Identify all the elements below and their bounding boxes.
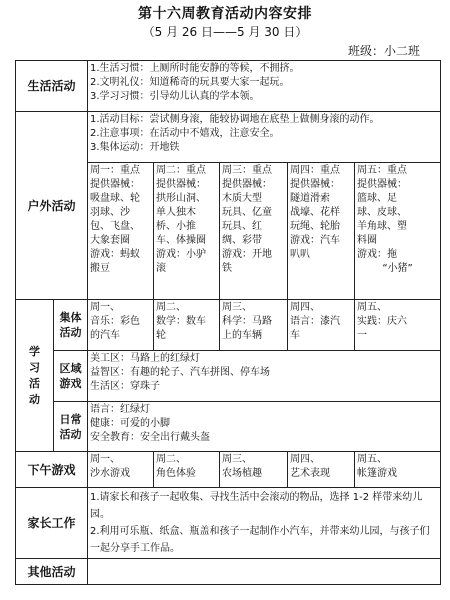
cell-line: 周五：重点 — [357, 165, 408, 176]
collective-day-wed — [220, 300, 288, 351]
cell-line: 玩具、亿童 — [222, 207, 273, 218]
cell-line: 游戏：汽车 — [290, 235, 341, 246]
collective-day-thu — [288, 300, 355, 351]
sublabel-line: 游戏 — [59, 377, 82, 390]
cell-line: 玩绳、轮胎 — [290, 221, 341, 232]
cell-line: 角色体验 — [156, 468, 197, 479]
cell-line: 的汽车 — [90, 330, 121, 341]
afternoon-day-wed — [220, 452, 288, 488]
cell-line: 周五、 — [357, 454, 388, 465]
outdoor-line: 3.集体运动：开地铁 — [90, 142, 180, 153]
afternoon-day-thu — [288, 452, 355, 488]
cell-line: 周四、 — [290, 454, 321, 465]
outdoor-label: 户外活动 — [16, 112, 88, 300]
cell-line: 铁 — [222, 263, 233, 274]
learning-label — [16, 300, 54, 452]
collective-day-mon — [88, 300, 154, 351]
outdoor-row — [16, 112, 441, 163]
cell-line: 提供器械： — [357, 179, 408, 190]
cell-line: 篮球、足 — [357, 193, 398, 204]
daily-content — [88, 402, 441, 452]
cell-line: 轮 — [156, 330, 167, 341]
outdoor-day-wed — [220, 163, 288, 300]
other-label: 其他活动 — [16, 559, 88, 585]
outdoor-day-mon — [88, 163, 154, 300]
daily-line: 语言：红绿灯 — [90, 404, 151, 415]
cell-line: 周一：重点 — [90, 165, 141, 176]
cell-line: 包、飞盘、 — [90, 221, 141, 232]
date-range: （5 月 26 日——5 月 30 日） — [142, 25, 308, 39]
sublabel-line: 活动 — [59, 326, 82, 339]
cell-line: 周二：重点 — [156, 165, 207, 176]
learning-label-char: 学 — [29, 344, 40, 358]
cell-line: 音乐：彩色 — [90, 316, 141, 327]
cell-line: 车、体操圈 — [156, 235, 207, 246]
afternoon-label: 下午游戏 — [16, 452, 88, 488]
cell-line: 拱形山洞、 — [156, 193, 207, 204]
area-line: 益智区：有趣的轮子、汽车拼图、停车场 — [90, 367, 271, 378]
collective-day-fri — [355, 300, 441, 351]
afternoon-day-fri — [355, 452, 441, 488]
afternoon-day-mon — [88, 452, 154, 488]
cell-line: 科学：马路 — [222, 316, 273, 327]
cell-line: 绸、彩带 — [222, 235, 263, 246]
sublabel-line: 活动 — [59, 427, 82, 441]
daily-line: 安全教育：安全出行戴头盔 — [90, 432, 211, 443]
cell-line: 球、皮球、 — [357, 207, 408, 218]
cell-line: 周二、 — [156, 302, 187, 313]
cell-line: 周四、 — [290, 302, 321, 313]
cell-line: 周四：重点 — [290, 165, 341, 176]
cell-line: 游戏：拖 — [357, 249, 398, 260]
outdoor-day-thu — [288, 163, 355, 300]
cell-line: 周三：重点 — [222, 165, 273, 176]
parent-row — [16, 488, 441, 559]
other-row — [16, 559, 441, 585]
cell-line: 周三、 — [222, 302, 253, 313]
parent-label: 家长工作 — [16, 488, 88, 559]
area-label — [54, 351, 88, 402]
collective-row — [16, 300, 441, 351]
sublabel-line: 日常 — [59, 412, 82, 426]
area-line: 美工区：马路上的红绿灯 — [90, 353, 201, 364]
daily-row — [16, 402, 441, 452]
cell-line: 单人独木 — [156, 207, 197, 218]
learning-label-char: 习 — [29, 360, 40, 374]
afternoon-day-tue — [154, 452, 220, 488]
other-content — [88, 559, 441, 585]
daily-label — [54, 402, 88, 452]
life-line: 1.生活习惯：上厕所时能安静的等候，不拥挤。 — [90, 63, 300, 74]
area-content — [88, 351, 441, 402]
collective-label — [54, 300, 88, 351]
cell-line: 游戏：蚂蚁 — [90, 249, 141, 260]
outdoor-line: 1.活动目标：尝试侧身滚，能较协调地在底垫上做侧身滚的动作。 — [90, 114, 380, 125]
life-line: 3.学习习惯：引导幼儿认真的学本领。 — [90, 91, 260, 102]
cell-line: 周二、 — [156, 454, 187, 465]
cell-line: 叭叭 — [290, 249, 311, 260]
area-line: 生活区：穿珠子 — [90, 381, 161, 392]
learning-label-char: 动 — [29, 392, 40, 406]
cell-line: 木质大型 — [222, 193, 263, 204]
cell-line: 提供器械： — [290, 179, 341, 190]
cell-line: 实践：庆六 — [357, 316, 408, 327]
afternoon-row — [16, 452, 441, 488]
cell-line: 周三、 — [222, 454, 253, 465]
cell-line: 沙水游戏 — [90, 468, 131, 479]
cell-line: 周五、 — [357, 302, 388, 313]
cell-line: 游戏：开地 — [222, 249, 273, 260]
outdoor-content — [88, 112, 441, 163]
cell-line: 玩具、红 — [222, 221, 263, 232]
cell-line: 农场植趣 — [222, 468, 263, 479]
cell-line: 语言：漆汽 — [290, 316, 341, 327]
cell-line: 羊角球、塑 — [357, 221, 408, 232]
sublabel-line: 区域 — [59, 362, 82, 375]
cell-line: 料圈 — [357, 235, 378, 246]
learning-label-char: 活 — [29, 376, 40, 390]
outdoor-line: 2.注意事项：在活动中不嬉戏，注意安全。 — [90, 128, 280, 139]
cell-line: “小猪” — [382, 263, 413, 274]
cell-line: 周一、 — [90, 302, 121, 313]
cell-line: 大象套圈 — [90, 235, 131, 246]
cell-line: 吸盘球、轮 — [90, 193, 141, 204]
life-label: 生活活动 — [16, 61, 88, 112]
outdoor-day-fri — [355, 163, 441, 300]
cell-line: 羽球、沙 — [90, 207, 131, 218]
cell-line: 提供器械： — [156, 179, 207, 190]
cell-line: 周一、 — [90, 454, 121, 465]
cell-line: 上的车辆 — [222, 330, 263, 341]
cell-line: 搬豆 — [90, 263, 111, 274]
schedule-table — [15, 60, 441, 585]
cell-line: 一 — [357, 330, 368, 341]
class-label: 班级：小二班 — [347, 44, 420, 58]
parent-content — [88, 488, 441, 559]
collective-day-tue — [154, 300, 220, 351]
cell-line: 游戏：小驴 — [156, 249, 207, 260]
cell-line: 隧道滑索 — [290, 193, 331, 204]
outdoor-day-tue — [154, 163, 220, 300]
cell-line: 数学：数车 — [156, 316, 207, 327]
area-row — [16, 351, 441, 402]
cell-line: 提供器械： — [90, 179, 141, 190]
daily-line: 健康：可爱的小脚 — [90, 418, 171, 429]
page-title: 第十六周教育活动内容安排 — [138, 6, 312, 22]
life-line: 2.文明礼仪：知道稀奇的玩具要大家一起玩。 — [90, 77, 290, 88]
cell-line: 滚 — [156, 263, 167, 274]
cell-line: 战壕、花样 — [290, 207, 341, 218]
life-content — [88, 61, 441, 112]
parent-line: 1.请家长和孩子一起收集、寻找生活中会滚动的物品，选择 1-2 样带来幼儿园。 — [90, 492, 423, 520]
parent-line: 2.利用可乐瓶、纸盒、瓶盖和孩子一起制作小汽车，并带来幼儿园，与孩子们一起分享手工作品。 — [90, 526, 430, 554]
life-row — [16, 61, 441, 112]
cell-line: 提供器械： — [222, 179, 273, 190]
cell-line: 桥、小推 — [156, 221, 197, 232]
cell-line: 艺术表现 — [290, 468, 331, 479]
cell-line: 车 — [290, 330, 301, 341]
cell-line: 帐篷游戏 — [357, 468, 398, 479]
sublabel-line: 集体 — [59, 311, 82, 324]
